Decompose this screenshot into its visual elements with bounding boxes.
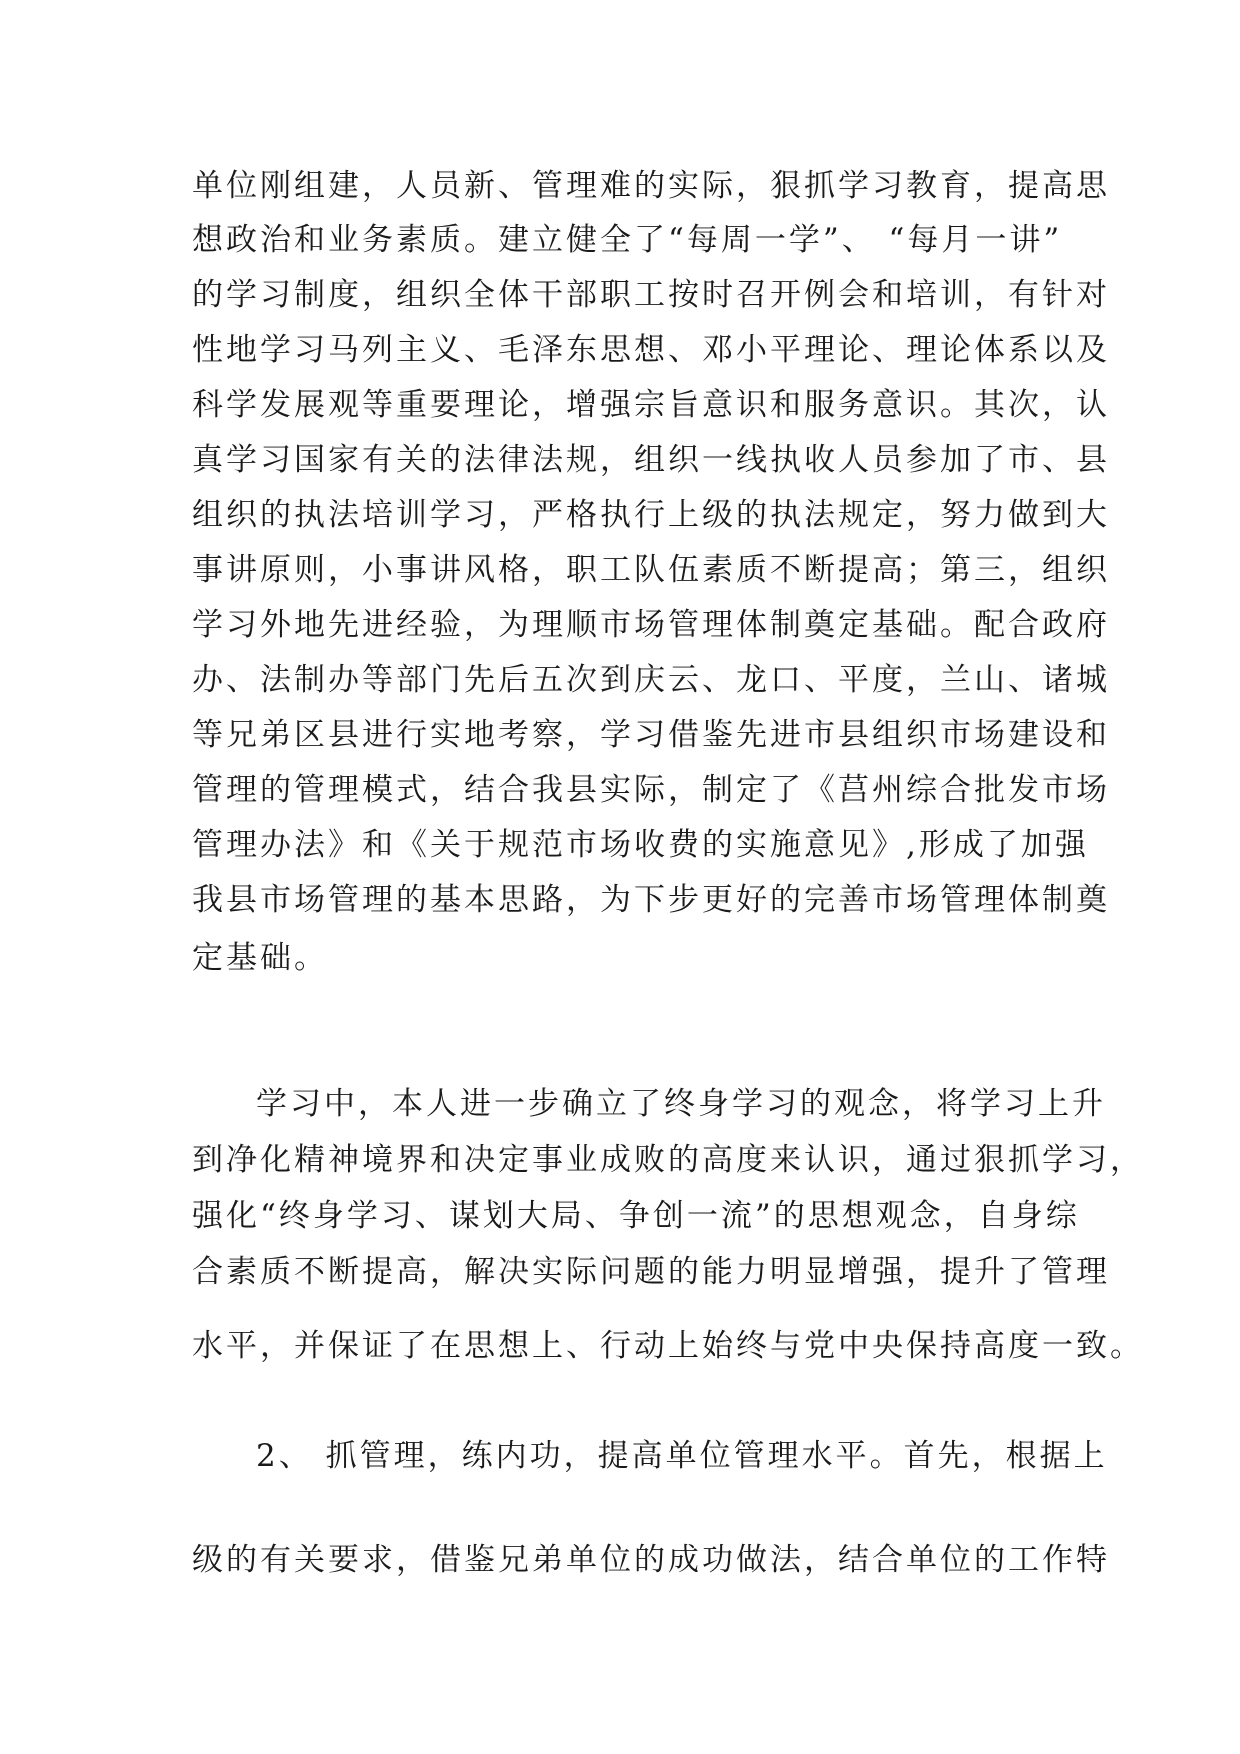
- text-line: 管理的管理模式，结合我县实际，制定了《莒州综合批发市场: [192, 772, 1110, 808]
- text-line: 想政治和业务素质。建立健全了“每周一学”、 “每月一讲”: [192, 222, 1063, 258]
- text-line: 事讲原则，小事讲风格，职工队伍素质不断提高；第三，组织: [192, 552, 1110, 588]
- text-line: 学习外地先进经验，为理顺市场管理体制奠定基础。配合政府: [192, 607, 1110, 643]
- text-line: 等兄弟区县进行实地考察，学习借鉴先进市县组织市场建设和: [192, 717, 1110, 753]
- text-line: 我县市场管理的基本思路，为下步更好的完善市场管理体制奠: [192, 882, 1110, 918]
- text-line: 合素质不断提高，解决实际问题的能力明显增强，提升了管理: [192, 1254, 1110, 1290]
- text-line: 的学习制度，组织全体干部职工按时召开例会和培训，有针对: [192, 277, 1110, 313]
- text-line: 单位刚组建，人员新、管理难的实际，狠抓学习教育，提高思: [192, 168, 1110, 204]
- paragraph-first-line: 2、 抓管理，练内功，提高单位管理水平。首先，根据上: [256, 1438, 1108, 1474]
- text-line: 管理办法》和《关于规范市场收费的实施意见》,形成了加强: [192, 827, 1089, 863]
- text-line: 强化“终身学习、谋划大局、争创一流”的思想观念，自身综: [192, 1198, 1080, 1234]
- text-line: 真学习国家有关的法律法规，组织一线执收人员参加了市、县: [192, 442, 1110, 478]
- paragraph-first-line: 学习中，本人进一步确立了终身学习的观念，将学习上升: [256, 1086, 1106, 1122]
- text-line: 性地学习马列主义、毛泽东思想、邓小平理论、理论体系以及: [192, 332, 1110, 368]
- text-line: 级的有关要求，借鉴兄弟单位的成功做法，结合单位的工作特: [192, 1542, 1110, 1578]
- text-line: 水平，并保证了在思想上、行动上始终与党中央保持高度一致。: [192, 1328, 1144, 1364]
- text-line: 到净化精神境界和决定事业成败的高度来认识，通过狠抓学习，: [192, 1142, 1144, 1178]
- text-line: 科学发展观等重要理论，增强宗旨意识和服务意识。其次，认: [192, 387, 1110, 423]
- text-line: 定基础。: [192, 940, 328, 976]
- text-line: 组织的执法培训学习，严格执行上级的执法规定，努力做到大: [192, 497, 1110, 533]
- text-line: 办、法制办等部门先后五次到庆云、龙口、平度，兰山、诸城: [192, 662, 1110, 698]
